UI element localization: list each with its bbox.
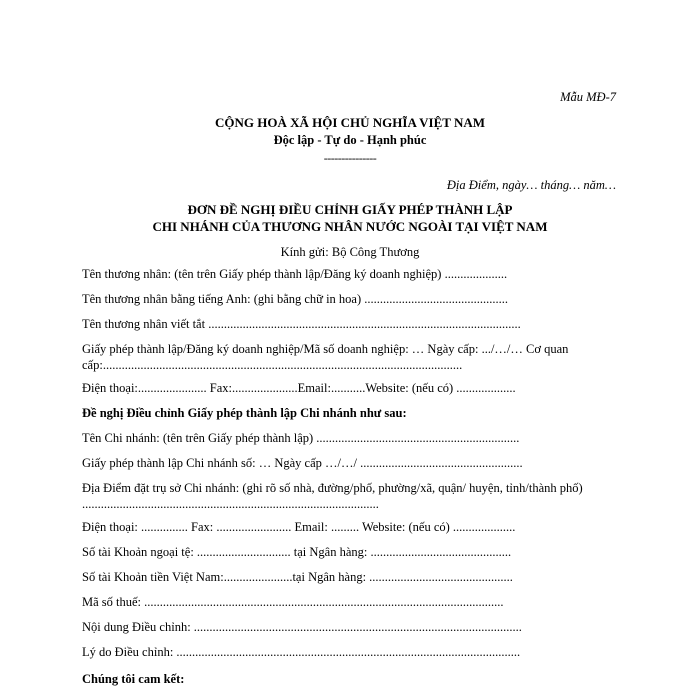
form-line: Mã số thuế: ................................................................................................................... <box>82 595 504 609</box>
form-line: Nội dung Điều chỉnh: ......................................................................................................... <box>82 620 522 634</box>
section-heading: Chúng tôi cam kết: <box>82 672 185 686</box>
recipient-line: Kính gửi: Bộ Công Thương <box>280 245 420 259</box>
form-line: Giấy phép thành lập Chi nhánh số: … Ngày cấp …/…/ .................................................... <box>82 456 523 470</box>
form-line: Lý do Điều chỉnh: .............................................................................................................. <box>82 645 521 659</box>
document-title-line-1: ĐƠN ĐỀ NGHỊ ĐIỀU CHỈNH GIẤY PHÉP THÀNH LẬP <box>187 202 513 217</box>
form-line: Tên thương nhân bằng tiếng Anh: (ghi bằng chữ in hoa) .............................................. <box>82 292 509 306</box>
header-separator: --------------- <box>323 151 377 165</box>
form-line: Số tài Khoản ngoại tệ: .............................. tại Ngân hàng: ............................................. <box>82 545 512 559</box>
place-date-line: Địa Điểm, ngày… tháng… năm… <box>446 178 616 192</box>
document-title-line-2: CHI NHÁNH CỦA THƯƠNG NHÂN NƯỚC NGOÀI TẠI VIỆT NAM <box>152 219 548 234</box>
form-line: Điện thoại:...................... Fax:.....................Email:...........Website: (nếu có) ................... <box>82 381 516 395</box>
section-heading: Đề nghị Điều chỉnh Giấy phép thành lập Chi nhánh như sau: <box>82 406 407 420</box>
form-line: Tên thương nhân viết tắt .................................................................................................... <box>82 317 521 331</box>
form-line: Tên thương nhân: (tên trên Giấy phép thành lập/Đăng ký doanh nghiệp) .................... <box>82 267 508 281</box>
form-line: Địa Điểm đặt trụ sở Chi nhánh: (ghi rõ số nhà, đường/phố, phường/xã, quận/ huyện, tỉnh/thành phố) ............................................................................................... <box>82 481 586 511</box>
national-motto: Độc lập - Tự do - Hạnh phúc <box>273 133 427 147</box>
nation-title: CỘNG HOÀ XÃ HỘI CHỦ NGHĨA VIỆT NAM <box>214 115 486 130</box>
form-code: Mẫu MĐ-7 <box>560 90 616 104</box>
form-line: Giấy phép thành lập/Đăng ký doanh nghiệp/Mã số doanh nghiệp: … Ngày cấp: .../…/… Cơ quan cấp:................................................................................................................... <box>82 342 572 372</box>
form-line: Tên Chi nhánh: (tên trên Giấy phép thành lập) ................................................................. <box>82 431 520 445</box>
form-line: Điện thoại: ............... Fax: ........................ Email: ......... Website: (nếu có) .................... <box>82 520 516 534</box>
form-line: Số tài Khoản tiền Việt Nam:......................tại Ngân hàng: .............................................. <box>82 570 513 584</box>
